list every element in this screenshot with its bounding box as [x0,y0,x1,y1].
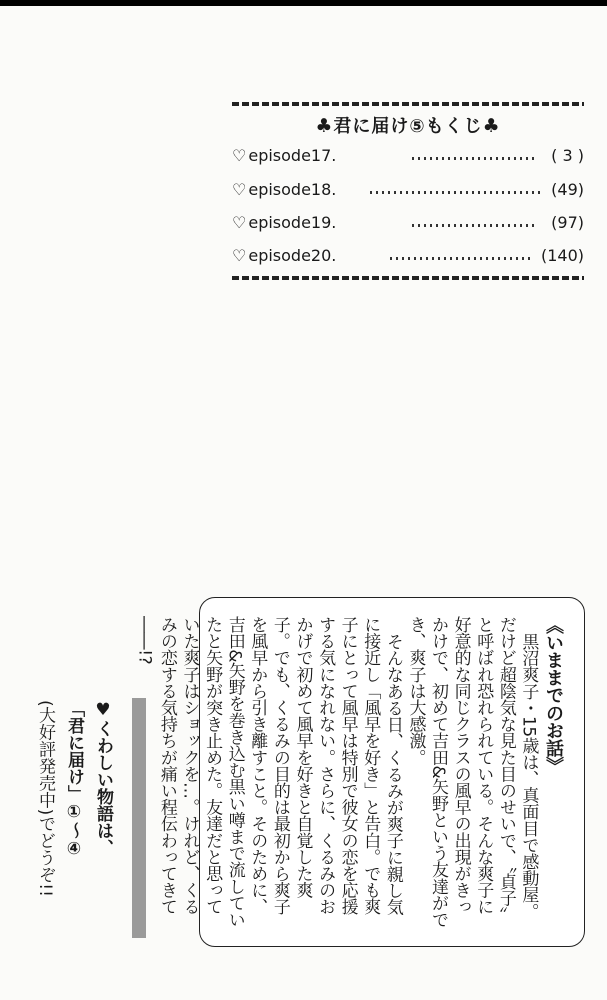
toc-entry-page: (140) [540,246,584,265]
toc-entry [232,146,584,172]
toc-entry-label: episode18. [248,180,337,199]
toc-entry [232,180,584,206]
side-gray-bar [132,698,146,938]
story-summary-text [133,616,564,928]
toc-entry-page: ( 3 ) [551,146,584,165]
leader-dots [412,157,537,160]
leader-dots [412,224,538,227]
toc-entry-page: (49) [551,180,584,199]
toc-entry-page: (97) [551,213,584,232]
heart-icon: ♡ [232,146,247,165]
toc-entry-label: episode17. [248,146,337,165]
story-paragraph: 黒沼爽子・15歳は、真面目で感動屋。だけど超陰気な見た目のせいで、〝貞子〟と呼ばれ恐れられている。そんな爽子に好意的な同じクラスの風早の出現がきっかけで、初めて吉田&矢野という友達ができ、爽子は大感激。 [405,616,539,928]
toc-bottom-divider [232,276,584,280]
series-note [30,700,117,940]
top-border [0,0,607,6]
leader-dots [390,257,530,260]
toc-entry-label: episode20. [248,246,337,265]
story-paragraph: そんなある日、くるみが爽子に親し気に接近し「風早を好き」と告白。でも爽子にとって風早は特別で彼女の恋を応援する気になれない。さらに、くるみのおかげで初めて風早を好きと自覚した爽子。でも、くるみの目的は最初から爽子を風早から引き離すこと。そのために、吉田&矢野を巻き込む黒い噂まで流していたと矢野が突き止めた。友達だと思っていた爽子はショックを…。けれど、くるみの恋する気持ちが痛い程伝わってきて――!? [134,616,403,928]
heart-icon: ♡ [232,246,247,265]
toc-entry-label: episode19. [248,213,337,232]
toc-entry [232,246,584,272]
leader-dots [370,191,542,194]
series-note-line: (大好評発売中)でどうぞ!! [35,700,55,897]
toc-top-divider [232,102,584,106]
series-note-line: ♥くわしい物語は、 [93,700,113,856]
toc-entry [232,213,584,239]
toc-title [232,112,584,138]
club-suit-icon: ♣ [315,115,334,137]
story-heading: 《いままでのお話》 [543,616,564,775]
series-note-title: 「君に届け」①〜④ [64,700,84,859]
heart-icon: ♡ [232,180,247,199]
heart-icon: ♡ [232,213,247,232]
story-summary-box [134,597,585,947]
club-suit-icon: ♣ [482,115,501,137]
toc-title-text: 君に届け⑤もくじ [333,116,483,137]
